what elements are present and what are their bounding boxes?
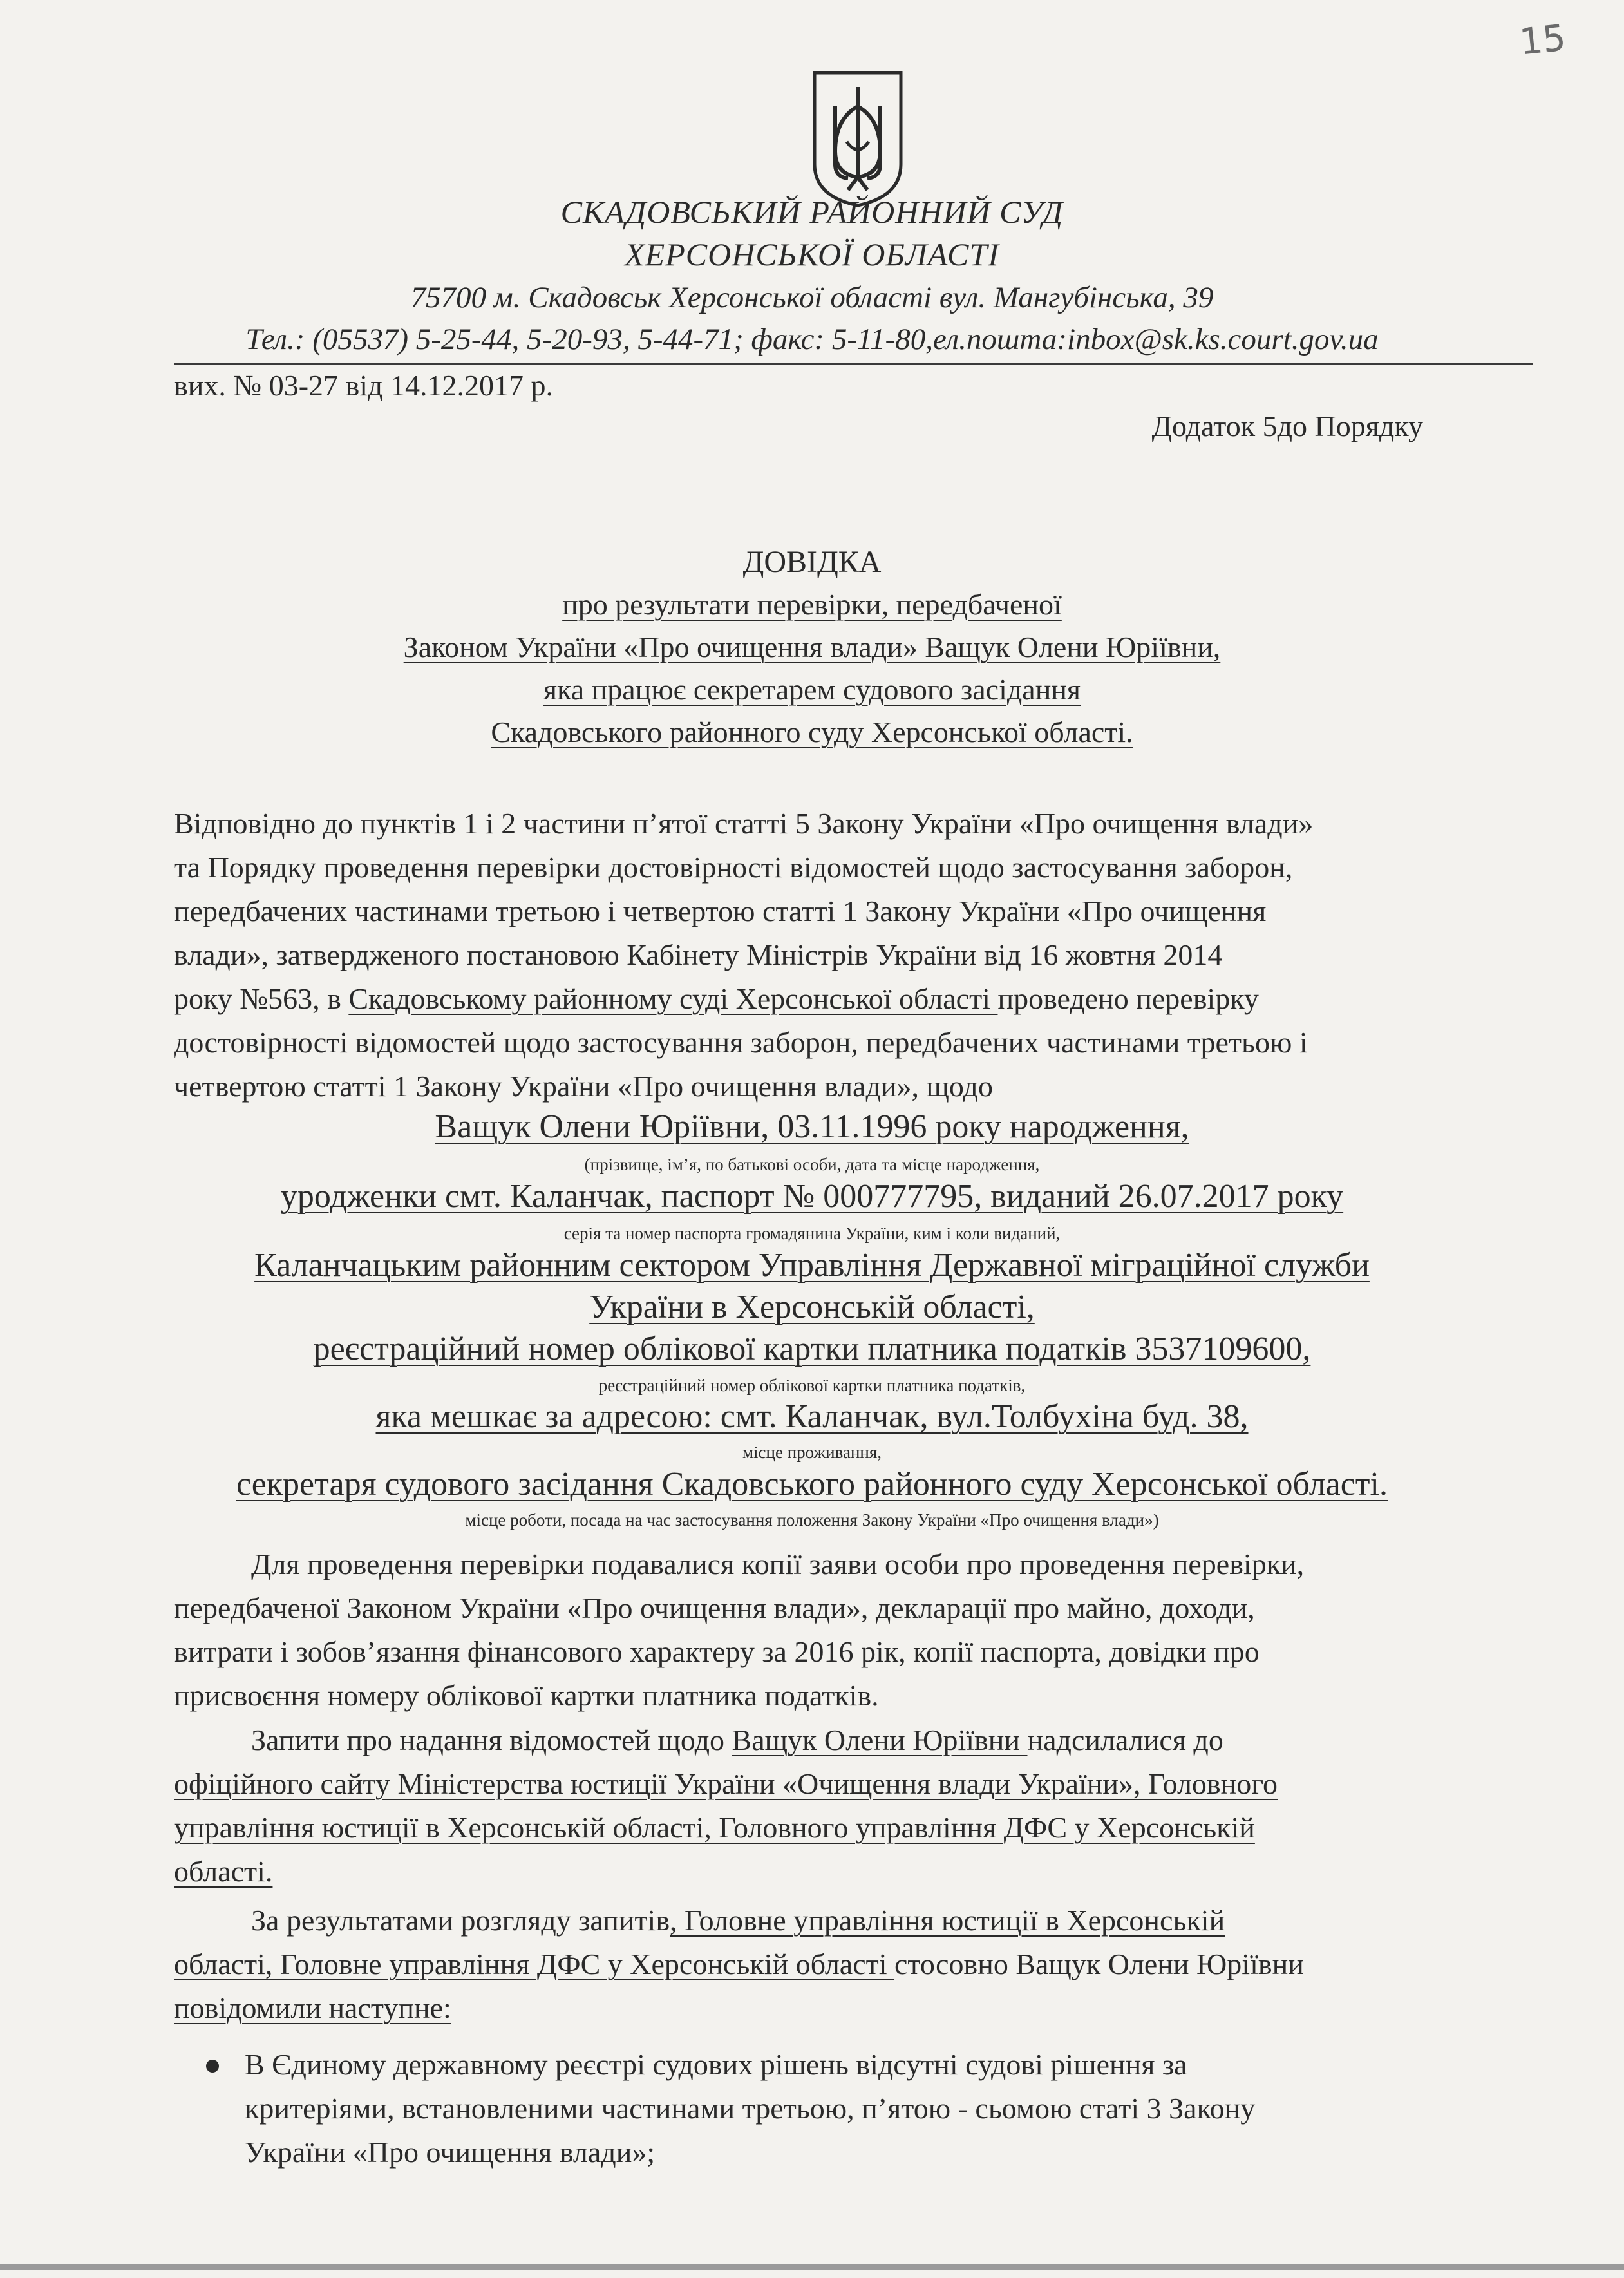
tax-number: реєстраційний номер облікової картки платника податків 3537109600,	[313, 1331, 1311, 1367]
residence-caption: місце проживання,	[742, 1443, 882, 1462]
requests-line2: офіційного сайту Міністерства юстиції України «Очищення влади України», Головного	[174, 1767, 1278, 1800]
intro-line5-end: проведено перевірку	[997, 982, 1259, 1015]
title-line2: Законом України «Про очищення влади» Ващук Олени Юріївни,	[403, 631, 1221, 663]
requests-line4: області.	[174, 1855, 273, 1888]
intro-line2: та Порядку проведення перевірки достовірності відомостей щодо застосування заборон,	[174, 851, 1293, 884]
bullet-icon	[206, 2060, 219, 2073]
passport-issuer-line1: Каланчацьким районним сектором Управління Державної міграційної служби	[254, 1247, 1370, 1284]
bullet-line3: України «Про очищення влади»;	[245, 2136, 656, 2169]
outgoing-number: вих. № 03-27 від 14.12.2017 р.	[174, 369, 553, 402]
person-workplace: секретаря судового засідання Скадовського районного суду Херсонської області.	[236, 1466, 1388, 1503]
docs-line2: передбаченої Законом України «Про очищення влади», декларації про майно, доходи,	[174, 1591, 1255, 1624]
requests-line1-start: Запити про надання відомостей щодо	[251, 1723, 732, 1756]
person-name: Ващук Олени Юріївни, 03.11.1996 року народження,	[435, 1108, 1189, 1145]
intro-line1: Відповідно до пунктів 1 і 2 частини п’ятої статті 5 Закону України «Про очищення влади»	[174, 807, 1314, 840]
results-line1	[251, 1899, 1225, 1942]
intro-line3: передбачених частинами третьою і четвертою статті 1 Закону України «Про очищення	[174, 895, 1267, 927]
intro-line5	[174, 977, 1259, 1021]
court-contacts: Тел.: (05537) 5-25-44, 5-20-93, 5-44-71; факс: 5-11-80,ел.пошта:inbox@sk.ks.court.gov.ua	[245, 323, 1379, 356]
results-line2	[174, 1942, 1304, 1986]
person-name-caption: (прізвище, ім’я, по батькові особи, дата та місце народження,	[584, 1155, 1040, 1174]
court-address: 75700 м. Скадовськ Херсонської області вул. Мангубінська, 39	[410, 281, 1214, 314]
title-line3: яка працює секретарем судового засідання	[543, 673, 1081, 706]
page-number: 15	[1517, 17, 1568, 64]
person-passport: уродженки смт. Каланчак, паспорт № 000777795, виданий 26.07.2017 року	[280, 1178, 1344, 1215]
results-line2-end: стосовно Ващук Олени Юріївни	[894, 1948, 1304, 1980]
results-line2-bodies: області, Головне управління ДФС у Херсонській області	[174, 1948, 895, 1980]
tax-caption: реєстраційний номер облікової картки платника податків,	[598, 1376, 1026, 1395]
workplace-caption: місце роботи, посада на час застосування положення Закону України «Про очищення влади»)	[465, 1510, 1159, 1530]
docs-line3: витрати і зобов’язання фінансового характеру за 2016 рік, копії паспорта, довідки про	[174, 1635, 1260, 1668]
requests-line1	[251, 1718, 1223, 1762]
results-line3: повідомили наступне:	[174, 1991, 451, 2024]
bullet-line2: критеріями, встановленими частинами третьою, п’ятою - сьомою статі 3 Закону	[245, 2092, 1256, 2125]
document-title: ДОВІДКА	[742, 545, 882, 579]
requests-person-name: Ващук Олени Юріївни	[732, 1723, 1028, 1756]
requests-line3: управління юстиції в Херсонській області, Головного управління ДФС у Херсонській	[174, 1811, 1255, 1844]
coat-of-arms-icon	[809, 68, 906, 209]
scan-edge	[0, 2264, 1624, 2270]
docs-line4: присвоєння номеру облікової картки платника податків.	[174, 1679, 879, 1712]
intro-line7: четвертою статті 1 Закону України «Про очищення влади», щодо	[174, 1070, 993, 1103]
passport-issuer-line2: України в Херсонській області,	[589, 1289, 1035, 1325]
passport-caption: серія та номер паспорта громадянина України, ким і коли виданий,	[563, 1224, 1061, 1243]
requests-line1-end: надсилалися до	[1027, 1723, 1223, 1756]
court-name-line2: ХЕРСОНСЬКОЇ ОБЛАСТІ	[625, 236, 999, 272]
intro-line6: достовірності відомостей щодо застосування заборон, передбачених частинами третьою і	[174, 1026, 1308, 1059]
annex-note: Додаток 5до Порядку	[1151, 410, 1423, 442]
intro-court-name: Скадовському районному суді Херсонської області	[348, 982, 998, 1015]
intro-line5-start: року №563, в	[174, 982, 349, 1015]
results-line1-start: За результатами розгляду запитів	[251, 1904, 670, 1937]
title-line4: Скадовського районного суду Херсонської області.	[491, 716, 1133, 748]
intro-line4: влади», затвердженого постановою Кабінету Міністрів України від 16 жовтня 2014	[174, 938, 1223, 971]
docs-line1: Для проведення перевірки подавалися копії заяви особи про проведення перевірки,	[251, 1548, 1305, 1580]
title-line1: про результати перевірки, передбаченої	[562, 588, 1062, 621]
results-line1-bodies: , Головне управління юстиції в Херсонській	[670, 1904, 1225, 1937]
court-name-line1: СКАДОВСЬКИЙ РАЙОННИЙ СУД	[560, 194, 1064, 230]
person-residence: яка мешкає за адресою: смт. Каланчак, вул.Толбухіна буд. 38,	[375, 1398, 1249, 1435]
bullet-line1: В Єдиному державному реєстрі судових рішень відсутні судові рішення за	[245, 2048, 1187, 2081]
